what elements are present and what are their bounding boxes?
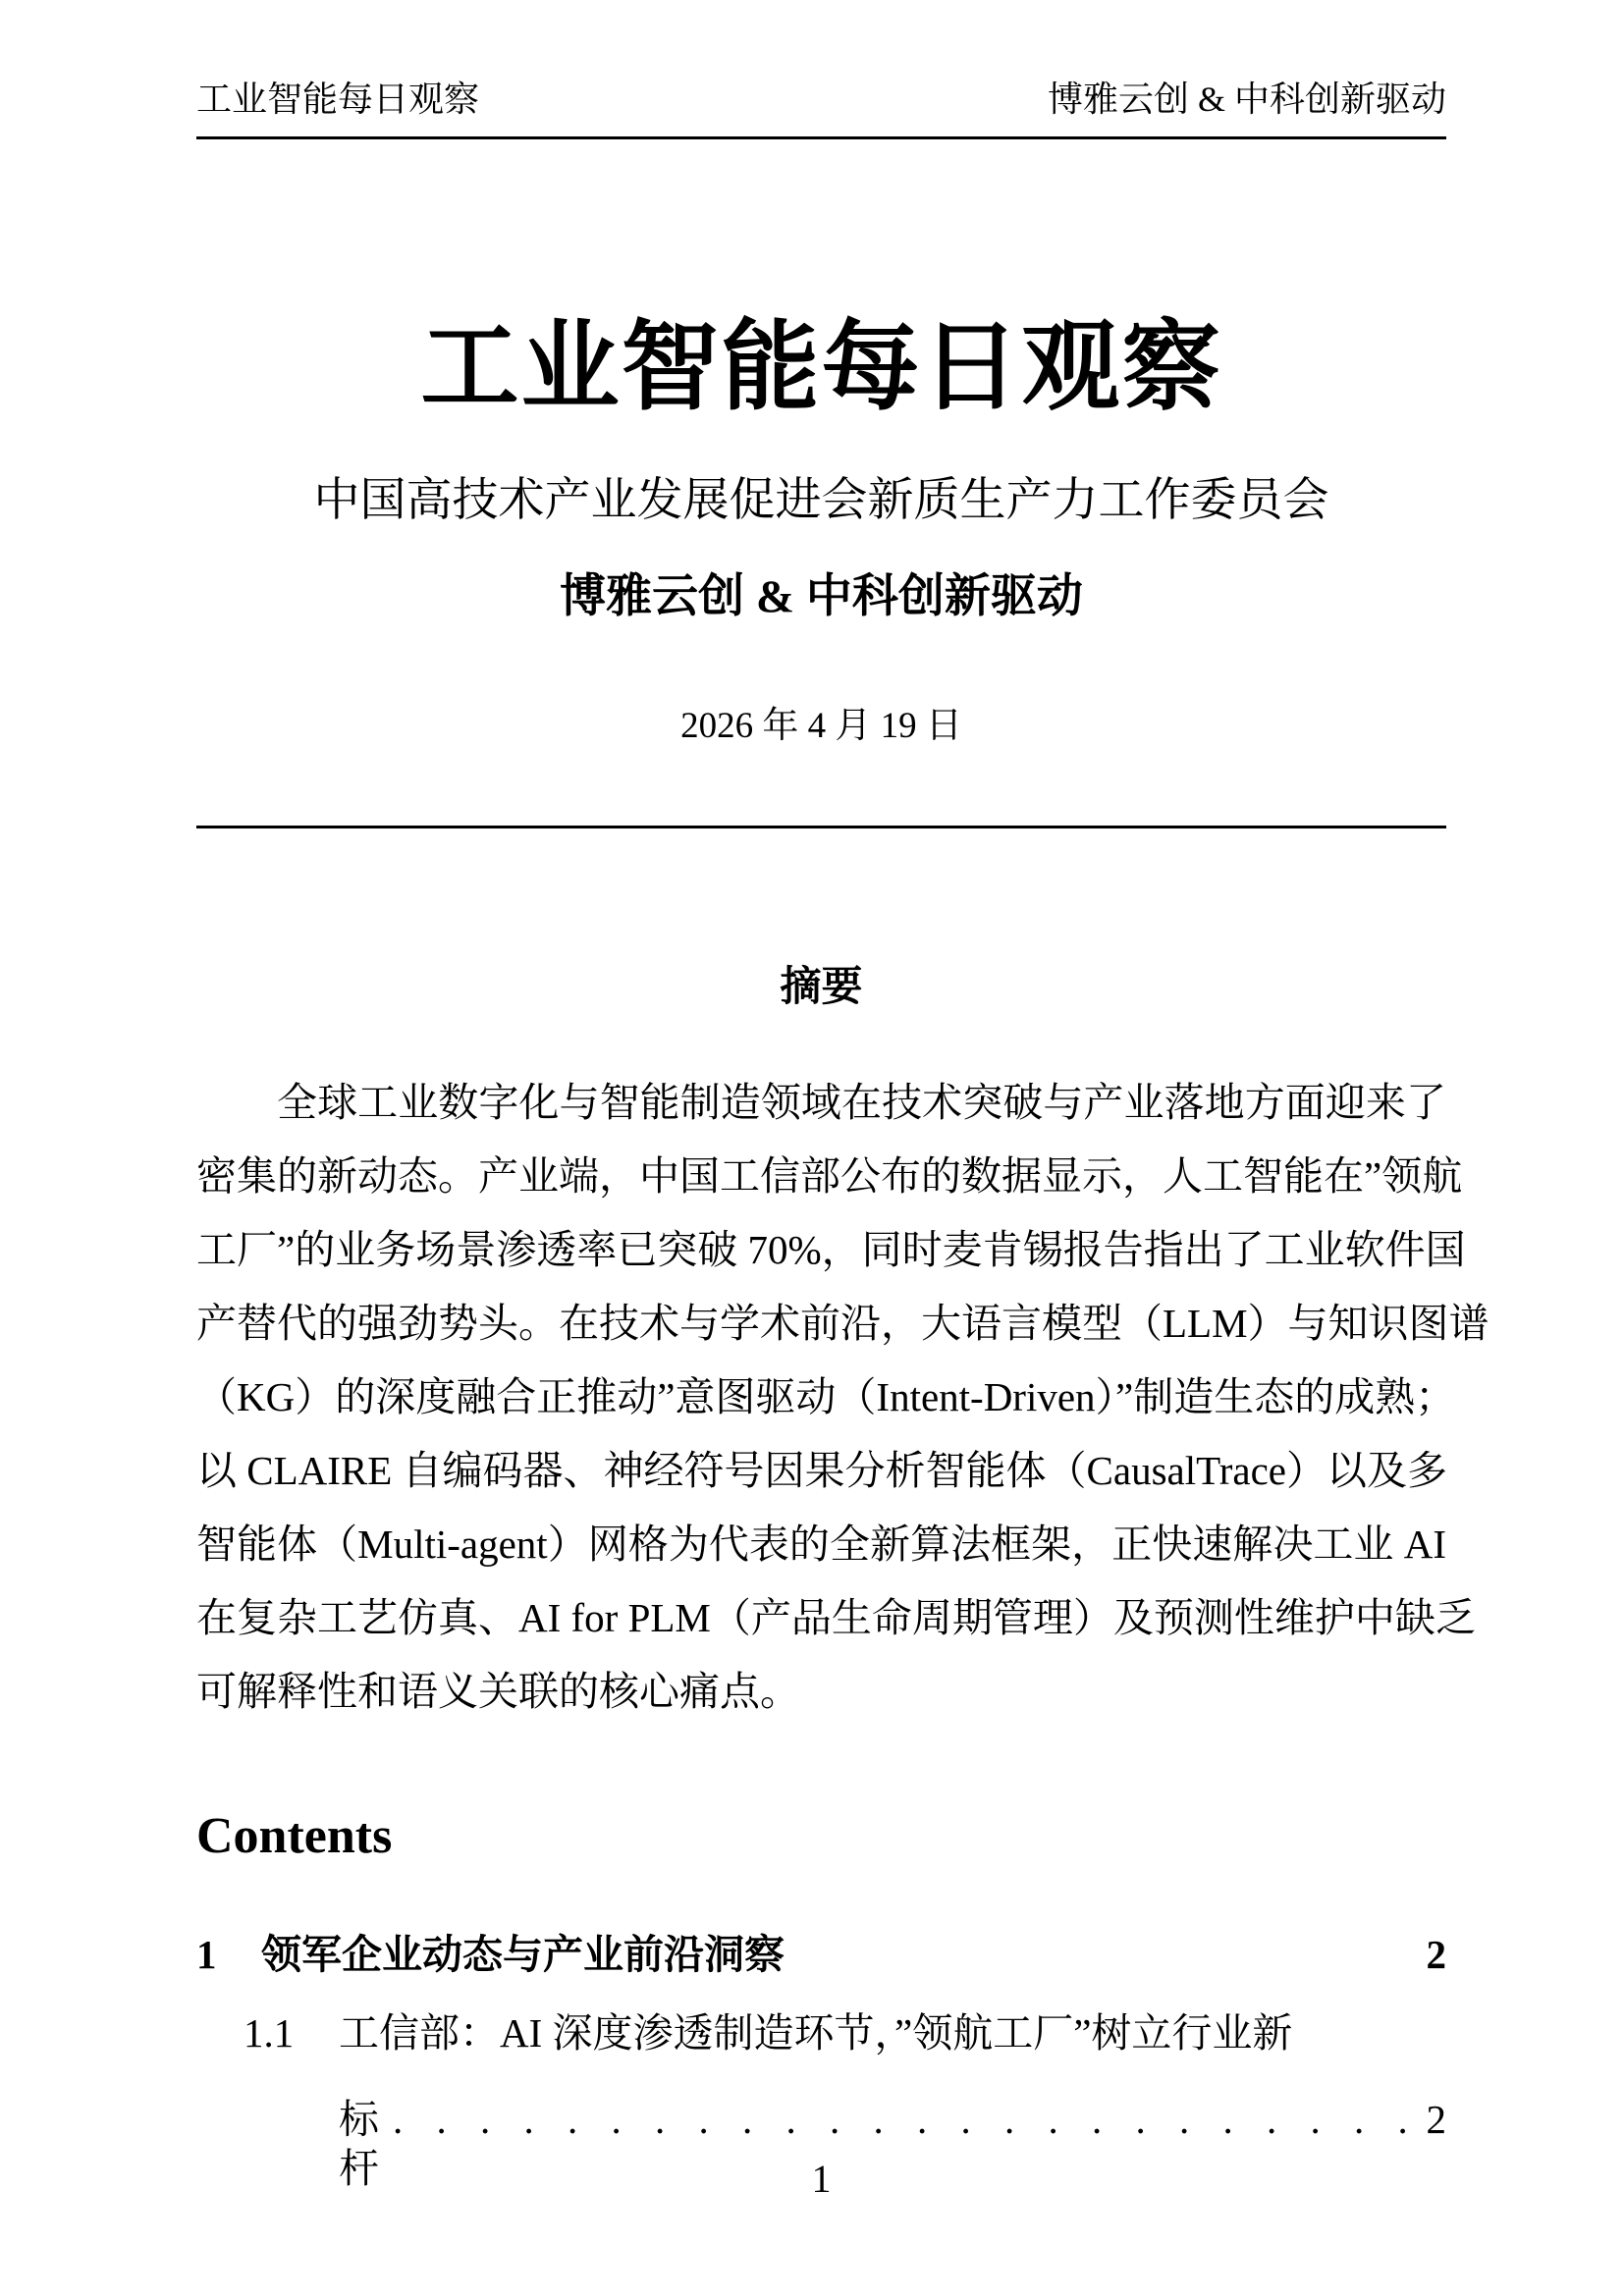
abstract-line: 以 CLAIRE 自编码器、神经符号因果分析智能体（CausalTrace）以及多 [196, 1448, 1447, 1493]
toc-subsection-title-wrap[interactable]: 标杆 [339, 2097, 379, 2191]
document-title: 工业智能每日观察 [420, 313, 1222, 422]
document-subtitle: 中国高技术产业发展促进会新质生产力工作委员会 [313, 475, 1329, 526]
abstract-line: 密集的新动态。产业端，中国工信部公布的数据显示，人工智能在”领航 [196, 1153, 1463, 1199]
abstract-line: 产替代的强劲势头。在技术与学术前沿，大语言模型（LLM）与知识图谱 [196, 1301, 1489, 1346]
document-date: 2026 年 4 月 19 日 [680, 706, 962, 746]
toc-entry-section-1[interactable] [196, 1930, 1446, 1979]
toc-subsection-page[interactable]: 2 [1426, 2097, 1446, 2142]
toc-subsection-number[interactable]: 1.1 [244, 2010, 295, 2056]
toc-section-page[interactable]: 2 [1426, 1932, 1446, 1977]
abstract-line: （KG）的深度融合正推动”意图驱动（Intent-Driven）”制造生态的成熟； [196, 1374, 1456, 1419]
abstract-line: 可解释性和语义关联的核心痛点。 [196, 1669, 800, 1714]
toc-entry-subsection-1-1[interactable] [244, 2008, 1446, 2057]
abstract-line: 智能体（Multi-agent）网格为代表的全新算法框架，正快速解决工业 AI [196, 1522, 1446, 1567]
abstract-line: 全球工业数字化与智能制造领域在技术突破与产业落地方面迎来了 [277, 1080, 1446, 1125]
abstract-text [196, 1066, 1489, 1729]
abstract-line: 在复杂工艺仿真、AI for PLM（产品生命周期管理）及预测性维护中缺乏 [196, 1595, 1476, 1640]
toc-subsection-title[interactable]: 工信部：AI 深度渗透制造环节，”领航工厂”树立行业新 [339, 2010, 1293, 2056]
toc-section-title[interactable]: 领军企业动态与产业前沿洞察 [261, 1932, 785, 1977]
header-right-organization: 博雅云创 & 中科创新驱动 [1047, 80, 1446, 119]
title-rule [196, 826, 1446, 828]
abstract-line: 工厂”的业务场景渗透率已突破 70%，同时麦肯锡报告指出了工业软件国 [196, 1227, 1466, 1272]
header-left-title: 工业智能每日观察 [196, 80, 480, 119]
page-number: 1 [811, 2157, 832, 2201]
abstract-heading: 摘要 [780, 965, 863, 1010]
dot-leader [393, 2095, 1413, 2144]
running-header [196, 79, 1446, 139]
contents-heading: Contents [196, 1808, 393, 1864]
toc-section-number[interactable]: 1 [196, 1932, 217, 1977]
document-authors: 博雅云创 & 中科创新驱动 [560, 571, 1083, 622]
